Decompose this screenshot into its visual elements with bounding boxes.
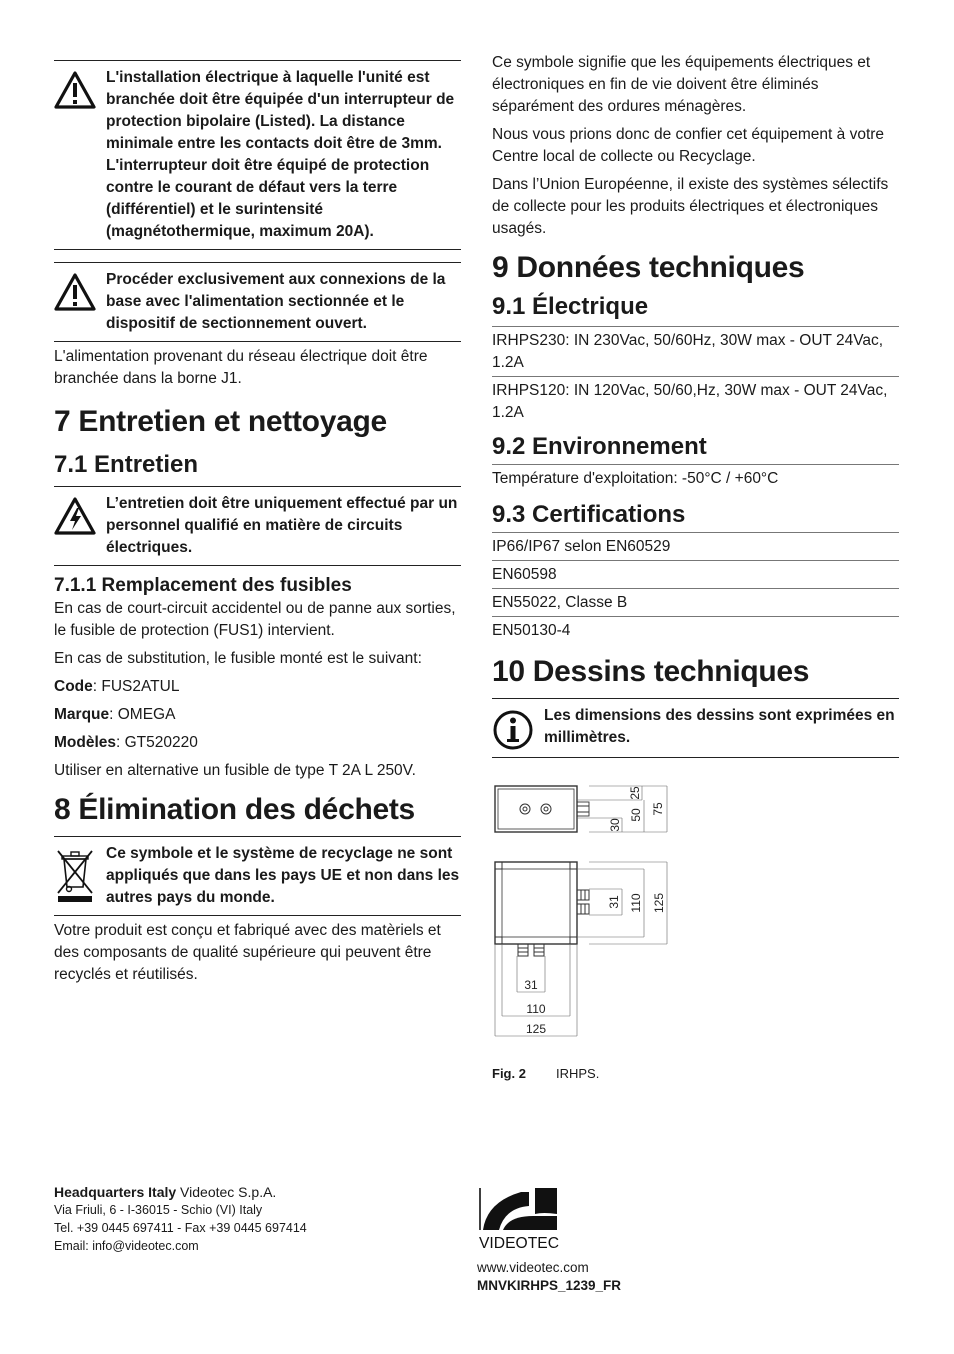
dimension-label: 50 [629,808,643,822]
paragraph-symbol: Ce symbole signifie que les équipements électriques et électroniques en fin de vie doivent être éliminés séparément des ordures ménagères. [492,54,871,115]
footer-address-line: Via Friuli, 6 - I-36015 - Schio (VI) Italy [54,1203,263,1217]
table-cell: IRHPS230: IN 230Vac, 50/60Hz, 30W max - OUT 24Vac, 1.2A [492,332,884,371]
dimension-label: 125 [525,1022,547,1036]
warning-notice-qualified [54,486,461,566]
table-cell: IP66/IP67 selon EN60529 [492,538,671,555]
info-circle-icon [492,709,534,751]
info-notice [492,698,899,758]
fuse-code-label: Code [54,678,93,695]
table-cell: EN60598 [492,566,557,583]
footer-brand [477,1186,677,1295]
subsection-title-electrical: 9.1 Électrique [492,293,649,320]
warning-text: L'installation électrique à laquelle l'unité est branchée doit être équipée d'un interrupteur de protection bipolaire (Listed). La distance minimale entre les contacts doit être de 3mm. L'interrupteur doit être équipé de protection contre le courant de défaut vers la terre (différentiel) et le surintensité (magnétothermique, maximum 20A). [106,69,455,240]
table-row [492,588,899,616]
fuse-models-label: Modèles [54,734,117,751]
section-title-technical-data: 9 Données techniques [492,251,805,284]
footer-phone: Tel. +39 0445 697411 - Fax +39 0445 697414 [54,1221,307,1235]
table-row [492,326,899,376]
crossed-bin-icon [54,847,96,903]
section-title-maintenance: 7 Entretien et nettoyage [54,405,387,438]
weee-text: Ce symbole et le système de recyclage ne sont appliqués que dans les pays UE et non dans les autres pays du monde. [106,845,460,906]
warning-triangle-icon [54,71,96,109]
table-row [492,532,899,560]
fuse-models-value: : GT520220 [116,734,198,751]
paragraph-alternative-fuse: Utiliser en alternative un fusible de type T 2A L 250V. [54,762,416,779]
table-row [492,376,899,426]
footer-address [54,1183,434,1255]
subsection-title-fuses: 7.1.1 Remplacement des fusibles [54,575,352,596]
subsection-title-maintenance: 7.1 Entretien [54,451,199,478]
paragraph-fuse-1: En cas de court-circuit accidentel ou de panne aux sorties, le fusible de protection (FUS1) intervient. [54,600,456,639]
dimension-label: 125 [652,892,666,914]
certifications-table [492,532,899,644]
dimension-label: 30 [608,818,622,832]
videotec-logo [477,1186,563,1252]
paragraph-eu: Dans l’Union Européenne, il existe des systèmes sélectifs de collecte pour les produits électriques et électroniques usagés. [492,176,889,237]
dimension-label: 110 [526,1002,546,1016]
technical-drawing [492,778,692,1048]
footer-headquarters [54,1183,434,1201]
paragraph-product: Votre produit est conçu et fabriqué avec des matèriels et des composants de qualité supérieure qui peuvent être recyclés et réutilisés. [54,922,441,983]
figure-label: Fig. 2 [492,1066,526,1081]
warning-notice-connections [54,262,461,342]
table-row [492,560,899,588]
dimension-label: 25 [628,786,642,800]
dimension-label: 31 [607,895,621,909]
right-column [492,52,899,1081]
dimension-label: 31 [524,978,538,992]
fuse-code [54,676,461,698]
hq-company: Videotec S.p.A. [176,1184,277,1200]
table-cell: IRHPS120: IN 120Vac, 50/60,Hz, 30W max - OUT 24Vac, 1.2A [492,382,888,421]
plan-view [495,862,667,1036]
dimension-label: 75 [651,802,665,816]
paragraph-center: Nous vous prions donc de confier cet équipement à votre Centre local de collecte ou Recyclage. [492,126,885,165]
weee-notice [54,836,461,916]
fuse-code-value: : FUS2ATUL [92,678,180,695]
table-cell: EN55022, Classe B [492,594,628,611]
subsection-title-certifications: 9.3 Certifications [492,501,686,528]
paragraph-fuse-2: En cas de substitution, le fusible monté est le suivant: [54,650,422,667]
table-cell: Température d'exploitation: -50°C / +60°C [492,470,779,487]
footer-website: www.videotec.com [477,1260,589,1275]
table-cell: EN50130-4 [492,622,571,639]
dimension-label: 110 [629,893,643,913]
fuse-brand-value: : OMEGA [109,706,176,723]
hq-label: Headquarters Italy [54,1184,177,1200]
left-column [54,52,461,992]
warning-triangle-icon [54,273,96,311]
warning-notice-electrical [54,60,461,250]
table-row [492,464,899,492]
table-row [492,616,899,644]
section-title-disposal: 8 Élimination des déchets [54,793,415,826]
fuse-brand-label: Marque [54,706,110,723]
footer-doc-code: MNVKIRHPS_1239_FR [477,1278,622,1293]
subsection-title-environment: 9.2 Environnement [492,433,707,460]
info-text: Les dimensions des dessins sont exprimées en millimètres. [544,707,895,746]
paragraph-power: L'alimentation provenant du réseau électrique doit être branchée dans la borne J1. [54,348,428,387]
figure-caption [492,1066,899,1081]
electric-hazard-icon [54,497,96,535]
logo-text: VIDEOTEC [479,1235,559,1252]
fuse-brand [54,704,461,726]
footer-email: Email: info@videotec.com [54,1239,199,1253]
figure-text: IRHPS. [556,1066,600,1081]
section-title-drawings: 10 Dessins techniques [492,655,810,688]
electrical-table [492,326,899,426]
fuse-models [54,732,461,754]
environment-table [492,464,899,492]
warning-text: L’entretien doit être uniquement effectué par un personnel qualifié en matière de circuits électriques. [106,495,458,556]
warning-text: Procéder exclusivement aux connexions de la base avec l'alimentation sectionnée et le dispositif de sectionnement ouvert. [106,271,446,332]
